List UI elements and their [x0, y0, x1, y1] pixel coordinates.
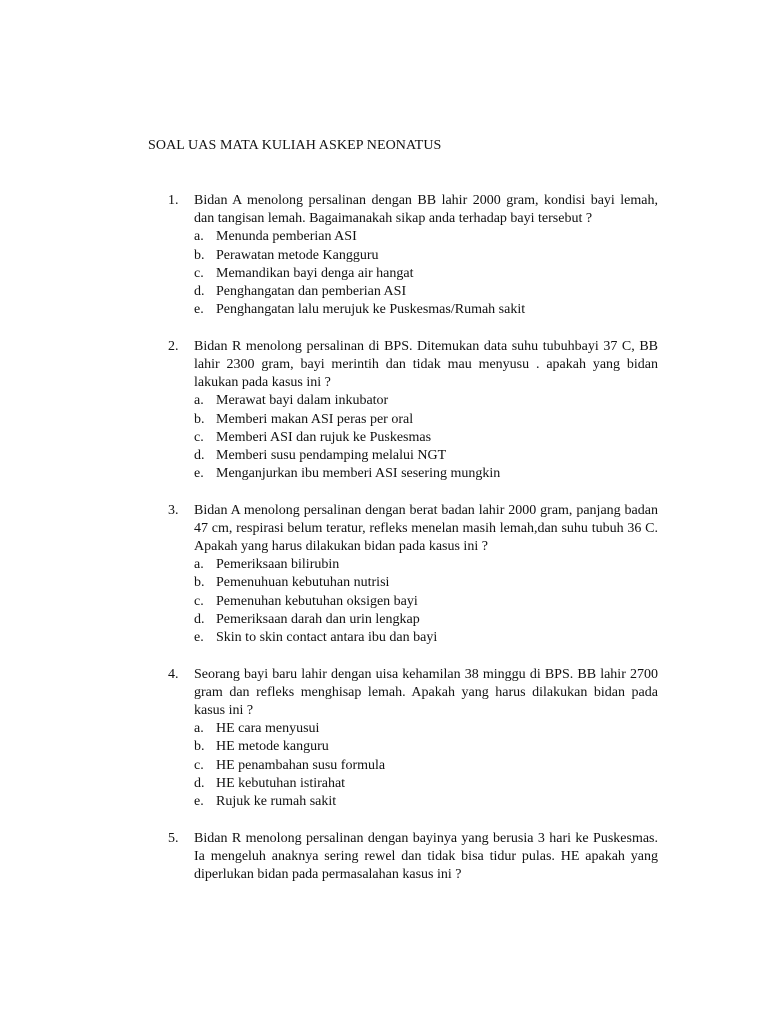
- option-letter: b.: [194, 575, 205, 591]
- option-text: Memberi makan ASI peras per oral: [216, 411, 414, 427]
- option-text: Skin to skin contact antara ibu dan bayi: [216, 630, 438, 646]
- option-text: HE penambahan susu formula: [216, 757, 386, 773]
- option-text: Perawatan metode Kangguru: [216, 247, 379, 263]
- option-text: Pemenuhuan kebutuhan nutrisi: [216, 575, 390, 591]
- option-text: Memberi susu pendamping melalui NGT: [216, 447, 447, 463]
- option-c: [194, 265, 658, 283]
- question-text: Bidan R menolong persalinan di BPS. Ditemukan data suhu tubuhbayi 37 C, BB lahir 2300 gram, bayi merintih dan tidak mau menyusu . apakah yang bidan lakukan pada kasus ini ?: [194, 338, 658, 391]
- option-letter: b.: [194, 411, 205, 427]
- option-b: [194, 574, 658, 592]
- option-b: [194, 247, 658, 265]
- option-e: [194, 465, 658, 483]
- option-e: [194, 793, 658, 811]
- option-letter: d.: [194, 775, 205, 791]
- option-text: Pemeriksaan bilirubin: [216, 557, 340, 573]
- option-text: Pemenuhan kebutuhan oksigen bayi: [216, 593, 418, 609]
- option-list: [194, 392, 658, 483]
- option-text: Menganjurkan ibu memberi ASI sesering mungkin: [216, 466, 501, 482]
- option-letter: e.: [194, 466, 204, 482]
- option-letter: d.: [194, 283, 205, 299]
- question-number: 3.: [168, 502, 179, 518]
- option-text: Penghangatan dan pemberian ASI: [216, 283, 407, 299]
- option-text: HE kebutuhan istirahat: [216, 775, 346, 791]
- option-a: [194, 720, 658, 738]
- option-text: HE metode kanguru: [216, 739, 329, 755]
- option-letter: e.: [194, 630, 204, 646]
- option-letter: b.: [194, 739, 205, 755]
- option-letter: a.: [194, 557, 204, 573]
- option-a: [194, 228, 658, 246]
- option-b: [194, 411, 658, 429]
- option-c: [194, 593, 658, 611]
- option-d: [194, 283, 658, 301]
- question-number: 2.: [168, 338, 179, 354]
- question-text: Bidan A menolong persalinan dengan berat badan lahir 2000 gram, panjang badan 47 cm, respirasi belum teratur, refleks menelan masih lemah,dan suhu tubuh 36 C. Apakah yang harus dilakukan bidan pada kasus ini ?: [194, 502, 658, 555]
- option-list: [194, 228, 658, 319]
- option-text: Merawat bayi dalam inkubator: [216, 393, 389, 409]
- option-list: [194, 720, 658, 811]
- option-letter: c.: [194, 265, 204, 281]
- question-4: [168, 666, 658, 812]
- option-letter: c.: [194, 757, 204, 773]
- option-letter: c.: [194, 429, 204, 445]
- option-d: [194, 447, 658, 465]
- question-text: Seorang bayi baru lahir dengan uisa kehamilan 38 minggu di BPS. BB lahir 2700 gram dan refleks menghisap lemah. Apakah yang harus dilakukan bidan pada kasus ini ?: [194, 666, 658, 719]
- question-2: [168, 338, 658, 484]
- option-list: [194, 556, 658, 647]
- question-5: [168, 830, 658, 885]
- option-e: [194, 629, 658, 647]
- question-list: [168, 192, 658, 903]
- option-d: [194, 775, 658, 793]
- question-number: 1.: [168, 193, 179, 208]
- question-1: [168, 192, 658, 319]
- option-d: [194, 611, 658, 629]
- question-text: Bidan R menolong persalinan dengan bayinya yang berusia 3 hari ke Puskesmas. Ia mengeluh anaknya sering rewel dan tidak bisa tidur pulas. HE apakah yang diperlukan bidan pada permasalahan kasus ini ?: [194, 830, 658, 882]
- option-letter: c.: [194, 593, 204, 609]
- option-letter: d.: [194, 611, 205, 627]
- option-c: [194, 429, 658, 447]
- option-text: Rujuk ke rumah sakit: [216, 793, 337, 809]
- option-letter: e.: [194, 302, 204, 318]
- option-c: [194, 757, 658, 775]
- question-text: Bidan A menolong persalinan dengan BB lahir 2000 gram, kondisi bayi lemah, dan tangisan lemah. Bagaimanakah sikap anda terhadap bayi tersebut ?: [194, 193, 658, 227]
- option-letter: d.: [194, 447, 205, 463]
- question-number: 5.: [168, 830, 179, 846]
- option-e: [194, 301, 658, 319]
- option-letter: a.: [194, 393, 204, 409]
- option-text: Pemeriksaan darah dan urin lengkap: [216, 611, 420, 627]
- option-letter: b.: [194, 247, 205, 263]
- question-3: [168, 502, 658, 648]
- option-text: Memandikan bayi denga air hangat: [216, 265, 414, 281]
- option-text: Memberi ASI dan rujuk ke Puskesmas: [216, 429, 432, 445]
- document-title: SOAL UAS MATA KULIAH ASKEP NEONATUS: [148, 138, 442, 153]
- option-text: HE cara menyusui: [216, 721, 320, 737]
- option-a: [194, 392, 658, 410]
- option-letter: a.: [194, 229, 204, 245]
- option-a: [194, 556, 658, 574]
- option-letter: e.: [194, 793, 204, 809]
- option-letter: a.: [194, 721, 204, 737]
- option-b: [194, 738, 658, 756]
- option-text: Menunda pemberian ASI: [216, 229, 357, 245]
- question-number: 4.: [168, 666, 179, 682]
- option-text: Penghangatan lalu merujuk ke Puskesmas/Rumah sakit: [216, 302, 526, 318]
